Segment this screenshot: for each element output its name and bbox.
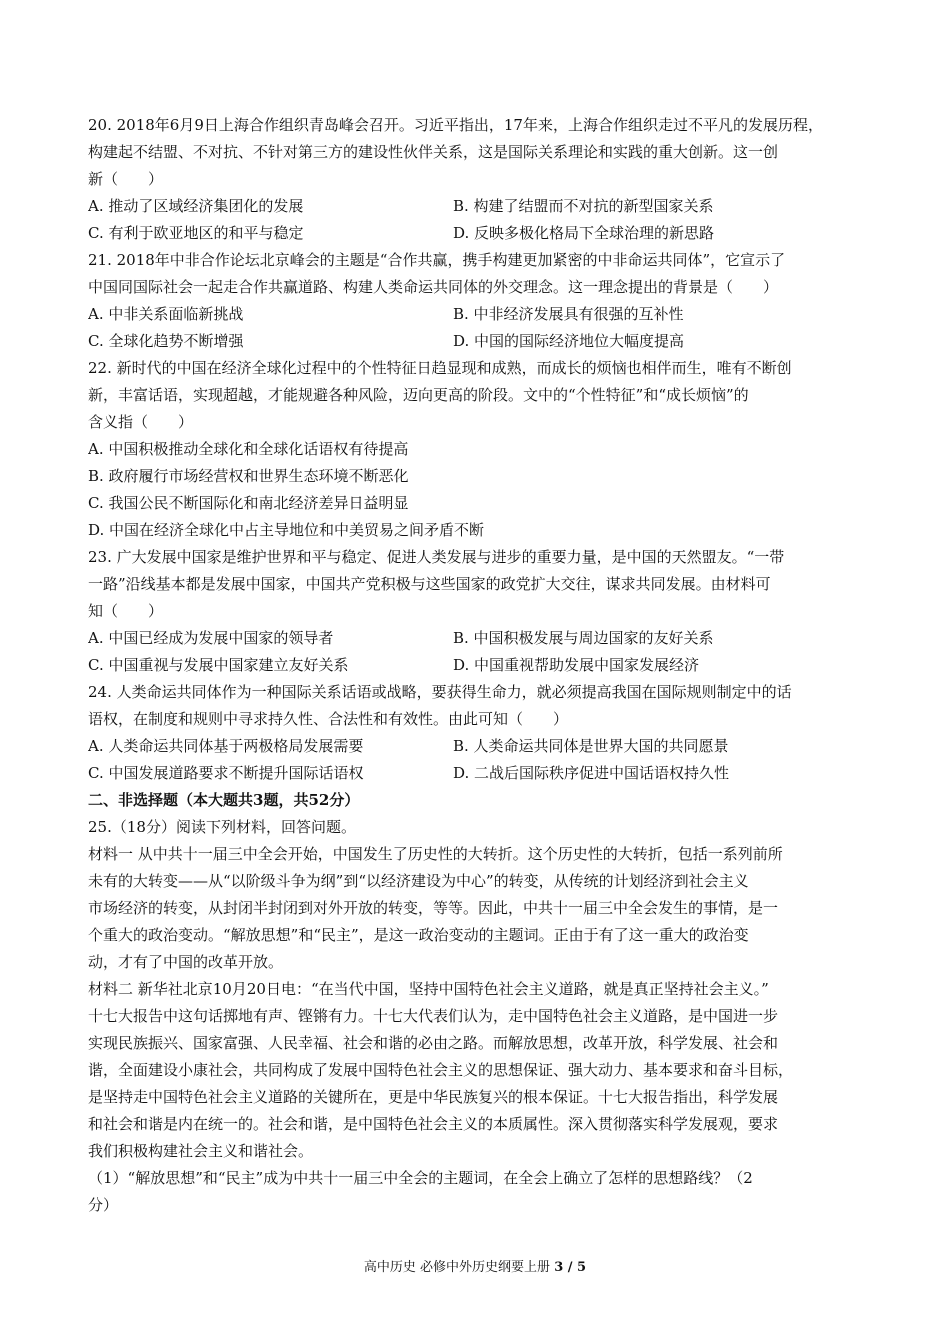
option-d: D. 中国重视帮助发展中国家发展经济	[453, 656, 700, 674]
option-row	[88, 733, 868, 760]
material-line: 我们积极构建社会主义和谐社会。	[88, 1142, 314, 1160]
material-line: 是坚持走中国特色社会主义道路的关键所在，更是中华民族复兴的根本保证。十七大报告指出，科学发展	[88, 1088, 779, 1106]
question-text: 中国同国际社会一起走合作共赢道路、构建人类命运共同体的外交理念。这一理念提出的背景是（ ）	[88, 278, 779, 296]
question-20	[88, 112, 868, 247]
material-2	[88, 976, 868, 1165]
option-a: A. 人类命运共同体基于两极格局发展需要	[88, 737, 364, 755]
question-text: 一路”沿线基本都是发展中国家，中国共产党积极与这些国家的政党扩大交往，谋求共同发展。由材料可	[88, 575, 771, 593]
question-22	[88, 355, 868, 544]
exam-page	[88, 112, 868, 1219]
material-line: 未有的大转变——从“以阶级斗争为纲”到“以经济建设为中心”的转变，从传统的计划经济到社会主义	[88, 872, 749, 890]
question-text: 20. 2018年6月9日上海合作组织青岛峰会召开。习近平指出，17年来，上海合作组织走过不平凡的发展历程，	[88, 116, 823, 134]
option-row	[88, 301, 868, 328]
sub-question-line: 分）	[88, 1196, 119, 1214]
sub-question-line: （1）“解放思想”和“民主”成为中共十一届三中全会的主题词，在全会上确立了怎样的思想路线？（2	[88, 1169, 753, 1187]
question-text: 新（ ）	[88, 170, 164, 188]
option-d: D. 中国在经济全球化中占主导地位和中美贸易之间矛盾不断	[88, 521, 485, 539]
option-d: D. 反映多极化格局下全球治理的新思路	[453, 224, 715, 242]
option-row	[88, 652, 868, 679]
option-a: A. 中非关系面临新挑战	[88, 305, 244, 323]
footer-text: 高中历史 必修中外历史纲要上册	[363, 1260, 555, 1275]
material-line: 和社会和谐是内在统一的。社会和谐，是中国特色社会主义的本质属性。深入贯彻落实科学发展观，要求	[88, 1115, 779, 1133]
question-text: 24. 人类命运共同体作为一种国际关系话语或战略，要获得生命力，就必须提高我国在国际规则制定中的话	[88, 683, 792, 701]
question-text: 22. 新时代的中国在经济全球化过程中的个性特征日趋显现和成熟，而成长的烦恼也相伴而生，唯有不断创	[88, 359, 792, 377]
option-c: C. 中国重视与发展中国家建立友好关系	[88, 656, 349, 674]
section-heading: 二、非选择题（本大题共3题，共52分）	[88, 791, 360, 809]
page-number: 3 / 5	[554, 1260, 587, 1275]
material-line: 十七大报告中这句话掷地有声、铿锵有力。十七大代表们认为，走中国特色社会主义道路，是中国进一步	[88, 1007, 779, 1025]
option-a: A. 中国已经成为发展中国家的领导者	[88, 629, 334, 647]
question-text: 含义指（ ）	[88, 413, 194, 431]
question-24	[88, 679, 868, 787]
material-line: 动，才有了中国的改革开放。	[88, 953, 284, 971]
material-line: 个重大的政治变动。“解放思想”和“民主”，是这一政治变动的主题词。正由于有了这一重大的政治变	[88, 926, 749, 944]
option-b: B. 人类命运共同体是世界大国的共同愿景	[453, 737, 729, 755]
option-a: A. 中国积极推动全球化和全球化话语权有待提高	[88, 440, 409, 458]
option-c: C. 中国发展道路要求不断提升国际话语权	[88, 764, 364, 782]
material-line: 材料二 新华社北京10月20日电：“在当代中国，坚持中国特色社会主义道路，就是真正坚持社会主义。”	[88, 980, 769, 998]
option-c: C. 全球化趋势不断增强	[88, 332, 244, 350]
page-footer	[0, 1258, 950, 1278]
option-d: D. 中国的国际经济地位大幅度提高	[453, 332, 685, 350]
option-row	[88, 328, 868, 355]
question-text: 新，丰富话语，实现超越，才能规避各种风险，迈向更高的阶段。文中的“个性特征”和“成长烦恼”的	[88, 386, 749, 404]
option-row	[88, 625, 868, 652]
question-text: 构建起不结盟、不对抗、不针对第三方的建设性伙伴关系，这是国际关系理论和实践的重大创新。这一创	[88, 143, 779, 161]
option-row	[88, 760, 868, 787]
option-c: C. 有利于欧亚地区的和平与稳定	[88, 224, 304, 242]
option-b: B. 构建了结盟而不对抗的新型国家关系	[453, 197, 714, 215]
question-text: 23. 广大发展中国家是维护世界和平与稳定、促进人类发展与进步的重要力量，是中国的天然盟友。“一带	[88, 548, 785, 566]
question-text: 21. 2018年中非合作论坛北京峰会的主题是“合作共赢，携手构建更加紧密的中非命运共同体”，它宣示了	[88, 251, 786, 269]
option-c: C. 我国公民不断国际化和南北经济差异日益明显	[88, 494, 409, 512]
material-line: 实现民族振兴、国家富强、人民幸福、社会和谐的必由之路。而解放思想，改革开放，科学发展、社会和	[88, 1034, 779, 1052]
material-line: 材料一 从中共十一届三中全会开始，中国发生了历史性的大转折。这个历史性的大转折，包括一系列前所	[88, 845, 783, 863]
option-row	[88, 193, 868, 220]
question-23	[88, 544, 868, 679]
sub-question-1	[88, 1165, 868, 1219]
question-text: 知（ ）	[88, 602, 164, 620]
question-21	[88, 247, 868, 355]
question-25-intro: 25.（18分）阅读下列材料，回答问题。	[88, 818, 356, 836]
option-b: B. 中国积极发展与周边国家的友好关系	[453, 629, 714, 647]
option-b: B. 政府履行市场经营权和世界生态环境不断恶化	[88, 467, 409, 485]
material-1	[88, 841, 868, 976]
material-line: 市场经济的转变，从封闭半封闭到对外开放的转变，等等。因此，中共十一届三中全会发生的事情，是一	[88, 899, 779, 917]
option-b: B. 中非经济发展具有很强的互补性	[453, 305, 684, 323]
option-d: D. 二战后国际秩序促进中国话语权持久性	[453, 764, 730, 782]
material-line: 谐，全面建设小康社会，共同构成了发展中国特色社会主义的思想保证、强大动力、基本要求和奋斗目标，	[88, 1061, 794, 1079]
question-text: 语权，在制度和规则中寻求持久性、合法性和有效性。由此可知（ ）	[88, 710, 569, 728]
option-row	[88, 220, 868, 247]
option-a: A. 推动了区域经济集团化的发展	[88, 197, 304, 215]
